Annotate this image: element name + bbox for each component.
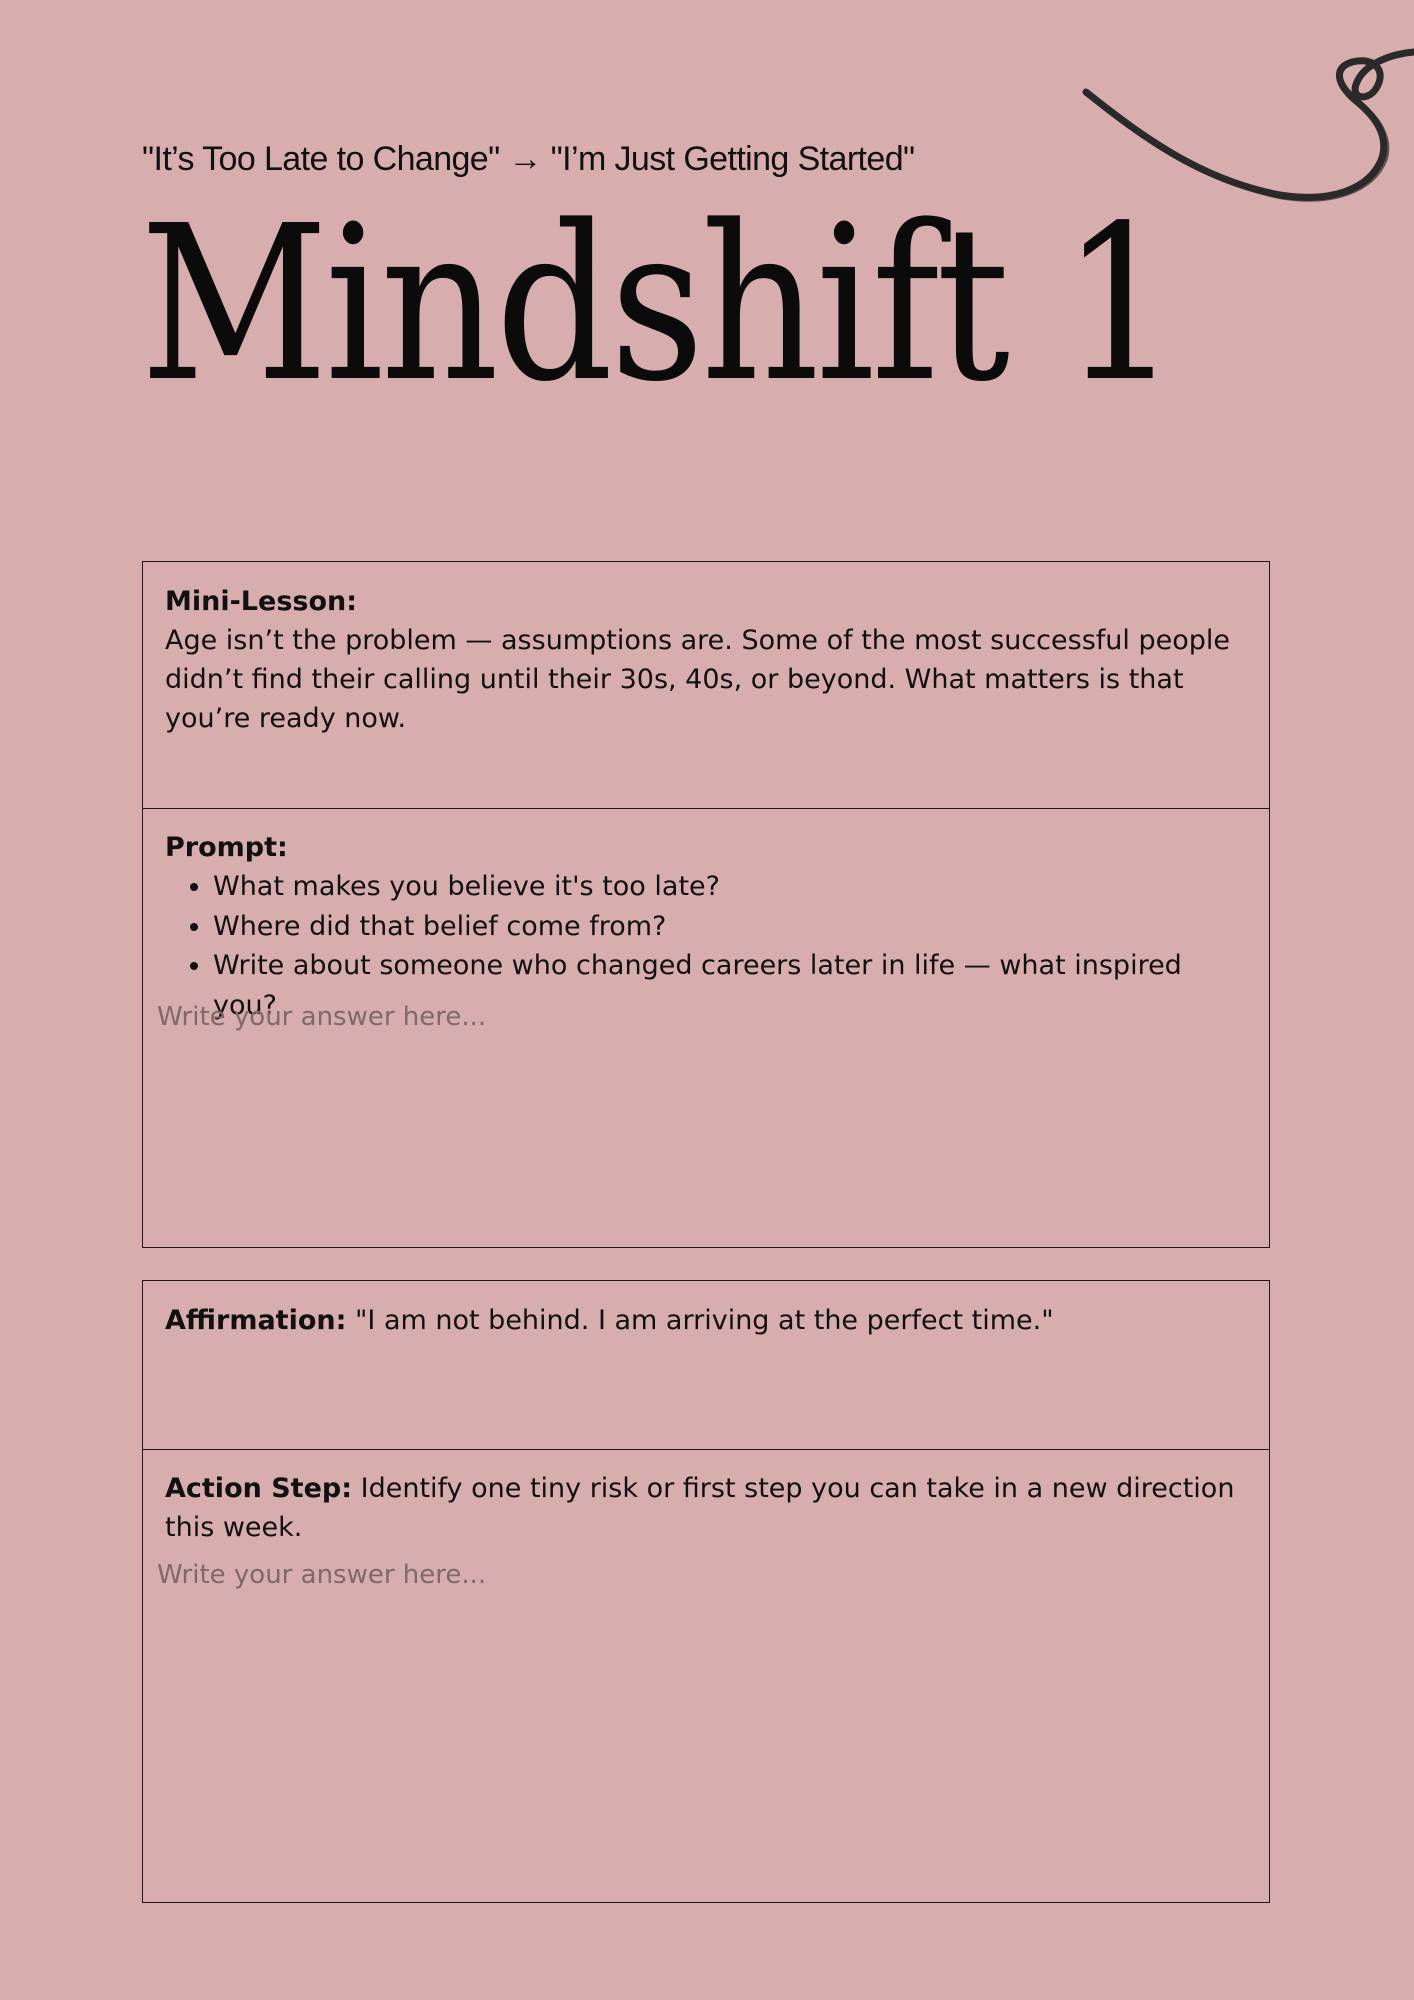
action-step-answer-input[interactable] <box>157 1557 1255 1877</box>
mini-lesson-text: Age isn’t the problem — assumptions are. Some of the most successful people didn’t find their calling until their 30s, 40s, or beyond. What matters is that you’re ready now. <box>165 625 1230 734</box>
section-divider <box>143 808 1269 809</box>
prompt-item: • What makes you believe it's too late? <box>213 867 1247 907</box>
lesson-prompt-box <box>142 561 1270 1248</box>
prompt-label: Prompt: <box>165 832 288 863</box>
affirmation-action-box <box>142 1280 1270 1903</box>
action-step-text: Identify one tiny risk or first step you can take in a new direction this week. <box>165 1473 1235 1543</box>
action-step-section <box>143 1469 1269 1547</box>
page-subtitle: "It’s Too Late to Change" → "I’m Just Getting Started" <box>142 140 915 178</box>
mini-lesson-section <box>143 582 1269 738</box>
prompt-answer-input[interactable] <box>157 999 1255 1229</box>
affirmation-section <box>143 1301 1269 1340</box>
affirmation-text: "I am not behind. I am arriving at the perfect time." <box>346 1305 1054 1336</box>
page-title: Mindshift 1 <box>140 180 1176 429</box>
affirmation-label: Affirmation: <box>165 1305 347 1336</box>
prompt-item: • Where did that belief come from? <box>213 907 1247 947</box>
prompt-item: • Write about someone who changed careers later in life — what inspired you? <box>213 946 1247 1025</box>
action-step-label: Action Step: <box>165 1473 353 1504</box>
section-divider <box>143 1449 1269 1450</box>
prompt-section <box>143 828 1269 1025</box>
mini-lesson-label: Mini-Lesson: <box>165 586 358 617</box>
